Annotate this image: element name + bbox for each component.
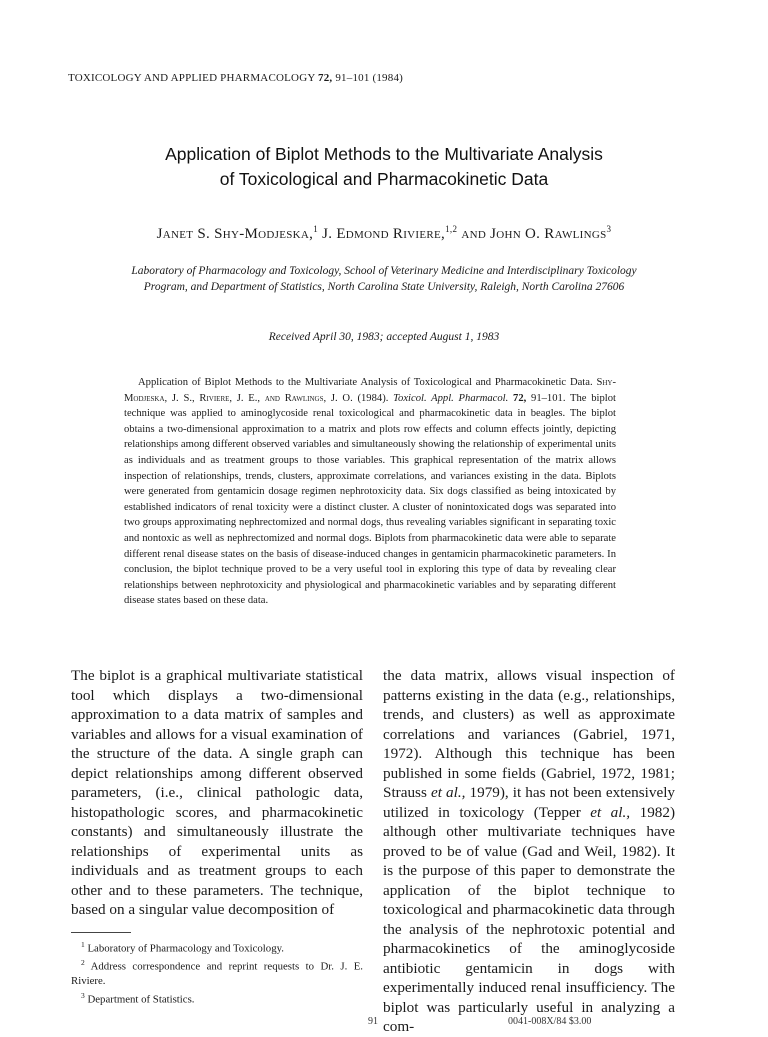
affiliation-line-1: Laboratory of Pharmacology and Toxicology, School of Veterinary Medicine and Interdisciplinary Toxicology (131, 265, 637, 277)
footnote-1-mark: 1 (81, 940, 85, 949)
abstract (124, 375, 616, 609)
received-dates: Received April 30, 1983; accepted August 1, 1983 (268, 331, 500, 343)
abstract-citation-journal: Toxicol. Appl. Pharmacol. (393, 392, 509, 404)
footnote-1-text: Laboratory of Pharmacology and Toxicology. (87, 942, 284, 955)
journal-volume: 72, (318, 72, 333, 84)
footnote-3-text: Department of Statistics. (87, 993, 195, 1006)
body-column-right (383, 666, 675, 1037)
abstract-citation-authors: Shy-Modjeska, J. S., Riviere, J. E., and Rawlings, J. O. (124, 377, 616, 404)
footnote-1 (71, 938, 363, 956)
body-right-part-2: 1979), it has not been extensively utilized in toxicology (Tepper (383, 784, 676, 821)
footnote-3 (71, 989, 363, 1007)
author-2: J. Edmond Riviere, (322, 226, 446, 242)
article-title (40, 142, 728, 192)
footnote-2-mark: 2 (81, 958, 85, 968)
footnote-2-text: Address correspondence and reprint requests to Dr. J. E. Riviere. (71, 960, 364, 988)
journal-pages-year: 91–101 (1984) (335, 72, 404, 84)
journal-header (68, 72, 708, 84)
author-list (40, 226, 728, 243)
footnote-2 (71, 956, 363, 989)
footnotes (71, 938, 363, 1007)
author-3-affil: 3 (606, 224, 612, 234)
abstract-lead: Application of Biplot Methods to the Multivariate Analysis of Toxicological and Pharmacokinetic Data. (138, 377, 593, 388)
title-line-1: Application of Biplot Methods to the Multivariate Analysis (165, 144, 603, 164)
footnote-3-mark: 3 (81, 990, 85, 1000)
abstract-citation-year: (1984). (357, 392, 389, 404)
body-right-part-3: 1982) although other multivariate techniques have proved to be of value (Gad and Weil, 1982). It is the purpose of this paper to demonstrate the application of the biplot technique to toxicological and pharmacokinetic data through the analysis of the nephrotoxic potential and pharmacokinetics of the aminoglycoside antibiotic gentamicin in dogs with experimentally induced renal insufficiency. The biplot was particularly useful in analyzing a com- (383, 803, 676, 1035)
author-1-affil: 1 (313, 224, 319, 234)
price-code: 0041-008X/84 $3.00 (508, 1016, 592, 1027)
author-1: Janet S. Shy-Modjeska, (156, 226, 314, 242)
body-right-etal-2: et al., (590, 803, 631, 821)
page-number: 91 (368, 1016, 378, 1027)
author-3: John O. Rawlings (490, 226, 607, 242)
body-column-left: The biplot is a graphical multivariate statistical tool which displays a two-dimensional approximation to a data matrix of samples and variables and allows for a visual examination of the structure of the data. A single graph can depict relationships among different observed parameters, (i.e., clinical pathologic data, histopathologic scores, and pharmacokinetic constants) and simultaneously illustrate the relationships of experimental units as individuals and as treatment groups to each other and to these parameters. The technique, based on a singular value decomposition of (71, 667, 363, 918)
body-right-part-1: the data matrix, allows visual inspection of patterns existing in the data (e.g., relationships, trends, and clusters) as well as approximate correlations and variances (Gabriel, 1971, 1972). Although this technique has been published in some fields (Gabriel, 1972, 1981; Strauss (383, 667, 675, 801)
affiliation-line-2: Program, and Department of Statistics, North Carolina State University, Raleigh, North Carolina 27606 (143, 281, 625, 293)
affiliation (60, 263, 708, 295)
author-conjunction: and (461, 226, 487, 242)
abstract-body: 91–101. The biplot technique was applied to aminoglycoside renal toxicological and pharmacokinetic data in beagles. The biplot obtains a two-dimensional approximation to a matrix and plots row effects and column effects jointly, depicting relationships among different observed variables and simultaneously showing the relationship of experimental units as individuals and as treatment groups to those variables. This graphical representation of the matrix allows inspection of relationships, trends, clusters, approximate correlations, and variances existing in the data. Biplots were generated from gentamicin dosage regimen nephrotoxicity data. Six dogs classified as being intoxicated by established indicators of renal toxicity were a distinct cluster. A cluster of nonintoxicated dogs was separated into two groups approximating nephrectomized and normal dogs, thus revealing variables significant in separating toxic and nontoxic as well as nephrectomized and normal dogs. Biplots from pharmacokinetic data were able to separate different renal disease states on the basis of disease-induced changes in gentamicin pharmacokinetic parameters. In conclusion, the biplot technique proved to be a very useful tool in exploring this type of data by revealing clear relationships between nephrotoxicity and physiological and pharmacokinetic variables and by separating different disease states based on these data. (124, 392, 616, 607)
journal-name: TOXICOLOGY AND APPLIED PHARMACOLOGY (68, 72, 316, 84)
author-2-affil: 1,2 (445, 224, 458, 234)
footnote-rule (71, 932, 131, 933)
body-right-etal-1: et al., (430, 784, 466, 801)
title-line-2: of Toxicological and Pharmacokinetic Data (219, 169, 549, 189)
abstract-citation-volume: 72, (513, 392, 527, 404)
